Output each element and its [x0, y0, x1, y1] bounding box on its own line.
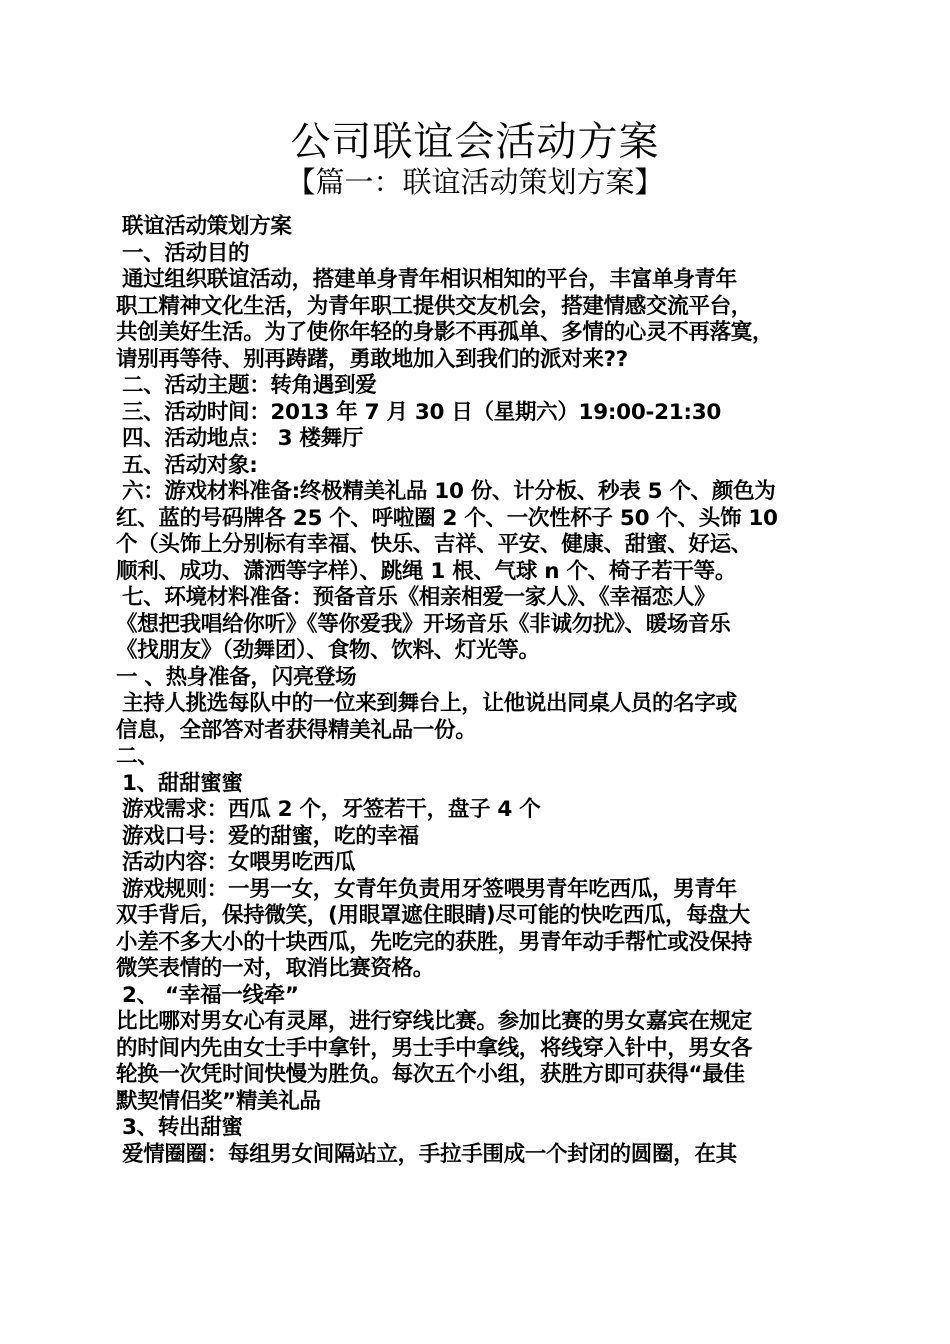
section-heading: 二、活动主题：转角遇到爱 [122, 373, 377, 398]
subsection-heading: 2、 “幸福一线牵” [122, 982, 299, 1008]
document-subtitle: 【篇一：联谊活动策划方案】 [286, 165, 664, 199]
paragraph-line: 双手背后，保持微笑，(用眼罩遮住眼睛)尽可能的快吃西瓜，每盘大 [116, 903, 750, 928]
paragraph-line: 默契情侣奖”精美礼品 [116, 1088, 321, 1114]
paragraph-line: 主持人挑选每队中的一位来到舞台上，让他说出同桌人员的名字或 [122, 691, 737, 716]
section-heading: 四、活动地点： 3 楼舞厅 [122, 426, 364, 451]
paragraph-line: 请别再等待、别再踌躇，勇敢地加入到我们的派对来?? [116, 346, 628, 372]
paragraph-line: 微笑表情的一对，取消比赛资格。 [116, 956, 435, 981]
section-heading: 一、活动目的 [122, 240, 250, 266]
paragraph-line: 游戏规则：一男一女，女青年负责用牙签喂男青年吃西瓜，男青年 [122, 876, 737, 902]
document-title: 公司联谊会活动方案 [290, 119, 660, 165]
paragraph-line: 小差不多大小的十块西瓜，先吃完的获胜，男青年动手帮忙或没保持 [116, 929, 753, 955]
section-heading: 联谊活动策划方案 [122, 214, 292, 239]
paragraph-line: 《找朋友》（劲舞团）、食物、饮料、灯光等。 [116, 638, 540, 663]
paragraph-line: 的时间内先由女士手中拿针，男士手中拿线，将线穿入针中，男女各 [116, 1035, 753, 1061]
paragraph-line: 顺利、成功、潇洒等字样）、跳绳 1 根、气球 n 个、椅子若干等。 [116, 558, 737, 584]
section-heading: 三、活动时间：2013 年 7 月 30 日（星期六）19:00-21:30 [122, 399, 722, 425]
paragraph-line: 六：游戏材料准备:终极精美礼品 10 份、计分板、秒表 5 个、颜色为 [122, 479, 776, 504]
paragraph-line: 游戏口号：爱的甜蜜，吃的幸福 [122, 823, 419, 849]
paragraph-line: 《想把我唱给你听》《等你爱我》开场音乐《非诚勿扰》、暖场音乐 [116, 611, 731, 637]
paragraph-line: 共创美好生活。为了使你年轻的身影不再孤单、多情的心灵不再落寞， [116, 320, 774, 345]
section-heading: 二、 [116, 744, 159, 769]
paragraph-line: 七、环境材料准备：预备音乐《相亲相爱一家人》、《幸福恋人》 [122, 585, 716, 610]
paragraph-line: 轮换一次凭时间快慢为胜负。每次五个小组，获胜方即可获得“最佳 [116, 1062, 745, 1087]
paragraph-line: 游戏需求：西瓜 2 个，牙签若干，盘子 4 个 [122, 797, 541, 822]
paragraph-line: 个（头饰上分别标有幸福、快乐、吉祥、平安、健康、甜蜜、好运、 [116, 532, 753, 557]
paragraph-line: 爱情圈圈：每组男女间隔站立，手拉手围成一个封闭的圆圈，在其 [122, 1141, 737, 1167]
section-heading: 五、活动对象: [122, 452, 258, 478]
subsection-heading: 3、转出甜蜜 [122, 1115, 243, 1140]
paragraph-line: 红、蓝的号码牌各 25 个、呼啦圈 2 个、一次性杯子 50 个、头饰 10 [116, 505, 778, 531]
paragraph-line: 职工精神文化生活，为青年职工提供交友机会，搭建情感交流平台， [116, 293, 753, 319]
paragraph-line: 活动内容：女喂男吃西瓜 [122, 850, 356, 875]
paragraph-line: 通过组织联谊活动，搭建单身青年相识相知的平台，丰富单身青年 [122, 267, 737, 292]
paragraph-line: 信息，全部答对者获得精美礼品一份。 [116, 717, 477, 743]
document-body [116, 214, 846, 1168]
subsection-heading: 1、甜甜蜜蜜 [122, 770, 243, 796]
section-heading: 一 、热身准备，闪亮登场 [116, 664, 357, 690]
paragraph-line: 比比哪对男女心有灵犀，进行穿线比赛。参加比赛的男女嘉宾在规定 [116, 1009, 753, 1034]
